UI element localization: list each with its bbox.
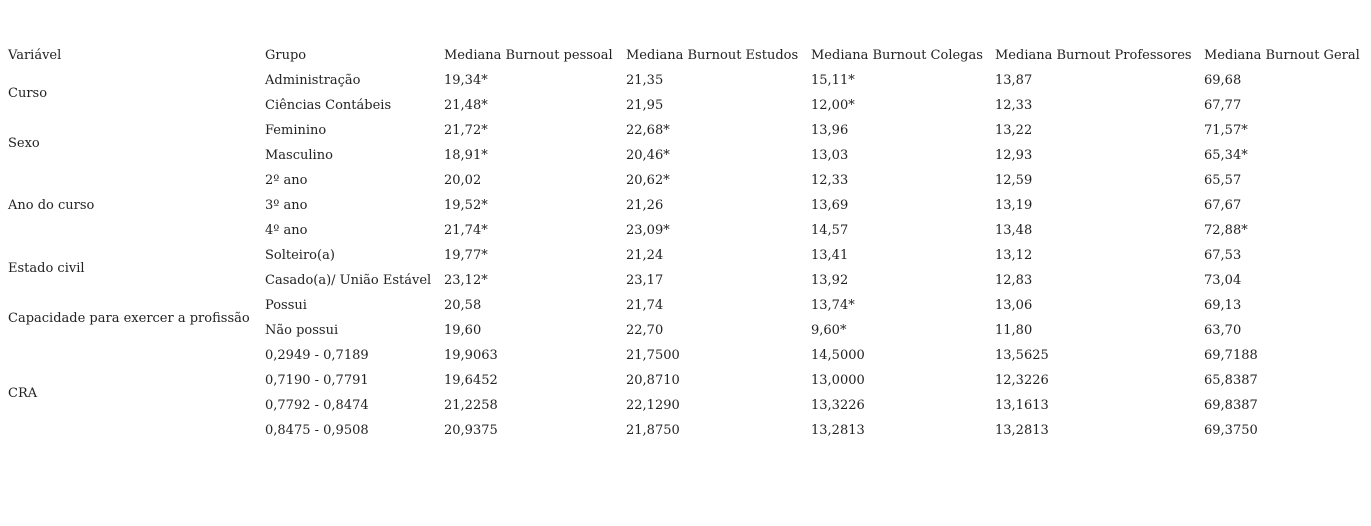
burnout-professores-cell: 13,19 (995, 198, 1033, 213)
burnout-estudos-cell: 21,7500 (626, 348, 680, 363)
burnout-colegas-cell: 9,60* (811, 323, 847, 338)
burnout-colegas-cell: 13,92 (811, 273, 849, 288)
burnout-estudos-cell: 23,09* (626, 223, 670, 238)
burnout-colegas-cell: 13,74* (811, 298, 855, 313)
burnout-professores-cell: 13,2813 (995, 423, 1049, 438)
burnout-pessoal-cell: 23,12* (444, 273, 488, 288)
grupo-cell: 0,2949 - 0,7189 (265, 348, 369, 363)
burnout-professores-cell: 13,1613 (995, 398, 1049, 413)
header-row (8, 43, 1364, 68)
burnout-geral-cell: 73,04 (1204, 273, 1242, 288)
grupo-cell: 4º ano (265, 223, 308, 238)
burnout-estudos-cell: 21,8750 (626, 423, 680, 438)
table-row (8, 68, 1364, 93)
burnout-geral-cell: 71,57* (1204, 123, 1248, 138)
burnout-geral-cell: 67,77 (1204, 98, 1242, 113)
burnout-colegas-cell: 12,00* (811, 98, 855, 113)
header-burnout-professores: Mediana Burnout Professores (995, 48, 1192, 63)
burnout-estudos-cell: 21,35 (626, 73, 664, 88)
burnout-pessoal-cell: 20,02 (444, 173, 482, 188)
header-grupo: Grupo (265, 48, 307, 63)
burnout-colegas-cell: 14,57 (811, 223, 849, 238)
header-burnout-geral: Mediana Burnout Geral (1204, 48, 1360, 63)
burnout-pessoal-cell: 19,6452 (444, 373, 498, 388)
burnout-colegas-cell: 15,11* (811, 73, 855, 88)
burnout-geral-cell: 69,13 (1204, 298, 1242, 313)
burnout-colegas-cell: 12,33 (811, 173, 849, 188)
variable-cell: Capacidade para exercer a profissão (8, 310, 250, 326)
burnout-colegas-cell: 14,5000 (811, 348, 865, 363)
grupo-cell: 3º ano (265, 198, 308, 213)
header-variavel: Variável (8, 48, 62, 63)
burnout-colegas-cell: 13,41 (811, 248, 849, 263)
grupo-cell: Não possui (265, 323, 339, 338)
grupo-cell: Feminino (265, 123, 327, 138)
burnout-geral-cell: 72,88* (1204, 223, 1248, 238)
variable-cell: Estado civil (8, 260, 85, 276)
variable-cell: Sexo (8, 135, 40, 151)
burnout-geral-cell: 69,3750 (1204, 423, 1258, 438)
burnout-colegas-cell: 13,0000 (811, 373, 865, 388)
burnout-geral-cell: 69,7188 (1204, 348, 1258, 363)
table-body (8, 68, 1364, 443)
burnout-geral-cell: 65,34* (1204, 148, 1248, 163)
burnout-geral-cell: 65,57 (1204, 173, 1242, 188)
header-burnout-estudos: Mediana Burnout Estudos (626, 48, 799, 63)
burnout-professores-cell: 12,33 (995, 98, 1033, 113)
burnout-geral-cell: 63,70 (1204, 323, 1242, 338)
burnout-professores-cell: 13,48 (995, 223, 1033, 238)
burnout-estudos-cell: 23,17 (626, 273, 664, 288)
grupo-cell: 0,7190 - 0,7791 (265, 373, 369, 388)
table-row (8, 168, 1364, 193)
burnout-pessoal-cell: 21,74* (444, 223, 488, 238)
grupo-cell: Solteiro(a) (265, 248, 335, 263)
burnout-pessoal-cell: 19,52* (444, 198, 488, 213)
burnout-estudos-cell: 20,62* (626, 173, 670, 188)
grupo-cell: Casado(a)/ União Estável (265, 273, 432, 288)
grupo-cell: Masculino (265, 148, 333, 163)
burnout-estudos-cell: 21,26 (626, 198, 664, 213)
burnout-professores-cell: 13,87 (995, 73, 1033, 88)
grupo-cell: Possui (265, 298, 307, 313)
burnout-professores-cell: 12,3226 (995, 373, 1049, 388)
variable-cell: Ano do curso (8, 198, 95, 213)
burnout-median-table (8, 43, 1364, 443)
burnout-estudos-cell: 21,24 (626, 248, 664, 263)
variable-cell: Curso (8, 85, 48, 101)
burnout-estudos-cell: 20,8710 (626, 373, 680, 388)
burnout-colegas-cell: 13,03 (811, 148, 849, 163)
burnout-pessoal-cell: 19,34* (444, 73, 488, 88)
burnout-pessoal-cell: 21,2258 (444, 398, 498, 413)
burnout-estudos-cell: 20,46* (626, 148, 670, 163)
burnout-professores-cell: 13,22 (995, 123, 1033, 138)
variable-cell: CRA (8, 385, 38, 401)
burnout-professores-cell: 13,06 (995, 298, 1033, 313)
burnout-estudos-cell: 22,70 (626, 323, 664, 338)
grupo-cell: Ciências Contábeis (265, 98, 392, 113)
burnout-professores-cell: 12,59 (995, 173, 1033, 188)
burnout-geral-cell: 67,53 (1204, 248, 1242, 263)
burnout-estudos-cell: 22,1290 (626, 398, 680, 413)
burnout-professores-cell: 12,83 (995, 273, 1033, 288)
burnout-pessoal-cell: 18,91* (444, 148, 488, 163)
burnout-colegas-cell: 13,69 (811, 198, 849, 213)
header-burnout-colegas: Mediana Burnout Colegas (811, 48, 983, 63)
table-row (8, 293, 1364, 318)
burnout-professores-cell: 12,93 (995, 148, 1033, 163)
burnout-pessoal-cell: 19,9063 (444, 348, 498, 363)
table-row (8, 118, 1364, 143)
burnout-colegas-cell: 13,96 (811, 123, 849, 138)
burnout-professores-cell: 11,80 (995, 323, 1033, 338)
grupo-cell: 0,8475 - 0,9508 (265, 423, 369, 438)
burnout-pessoal-cell: 20,9375 (444, 423, 498, 438)
burnout-pessoal-cell: 19,60 (444, 323, 482, 338)
burnout-pessoal-cell: 21,48* (444, 98, 488, 113)
burnout-colegas-cell: 13,3226 (811, 398, 865, 413)
burnout-pessoal-cell: 20,58 (444, 298, 482, 313)
burnout-geral-cell: 65,8387 (1204, 373, 1258, 388)
burnout-professores-cell: 13,12 (995, 248, 1033, 263)
burnout-geral-cell: 67,67 (1204, 198, 1242, 213)
burnout-pessoal-cell: 19,77* (444, 248, 488, 263)
burnout-estudos-cell: 21,95 (626, 98, 664, 113)
header-burnout-pessoal: Mediana Burnout pessoal (444, 48, 613, 63)
table-row (8, 343, 1364, 368)
table-row (8, 243, 1364, 268)
burnout-geral-cell: 69,8387 (1204, 398, 1258, 413)
burnout-estudos-cell: 21,74 (626, 298, 664, 313)
burnout-professores-cell: 13,5625 (995, 348, 1049, 363)
grupo-cell: 0,7792 - 0,8474 (265, 398, 369, 413)
grupo-cell: 2º ano (265, 173, 308, 188)
burnout-geral-cell: 69,68 (1204, 73, 1242, 88)
burnout-estudos-cell: 22,68* (626, 123, 670, 138)
burnout-pessoal-cell: 21,72* (444, 123, 488, 138)
grupo-cell: Administração (265, 73, 361, 88)
burnout-colegas-cell: 13,2813 (811, 423, 865, 438)
